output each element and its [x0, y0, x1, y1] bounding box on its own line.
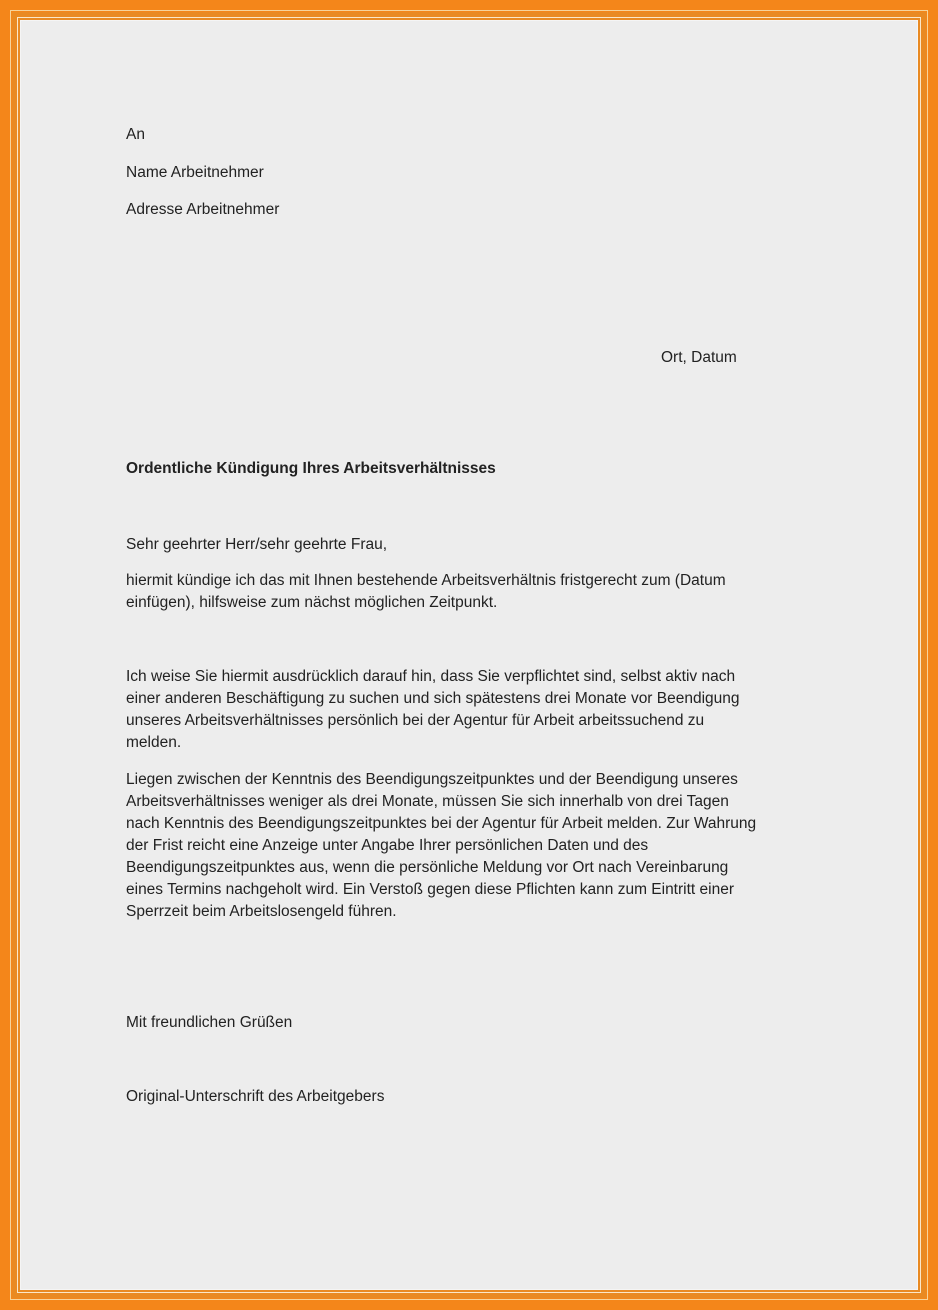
paragraph-line: Liegen zwischen der Kenntnis des Beendigungszeitpunktes und der Beendigung unseres — [126, 771, 738, 788]
recipient-address: Adresse Arbeitnehmer — [126, 201, 280, 218]
salutation: Sehr geehrter Herr/sehr geehrte Frau, — [126, 536, 388, 553]
paragraph-3 — [126, 769, 816, 923]
closing: Mit freundlichen Grüßen — [126, 1014, 293, 1031]
paragraph-line: eines Termins nachgeholt wird. Ein Verstoß gegen diese Pflichten kann zum Eintritt einer — [126, 881, 734, 898]
place-date: Ort, Datum — [661, 349, 737, 366]
signature-line: Original-Unterschrift des Arbeitgebers — [126, 1088, 385, 1105]
paragraph-line: einer anderen Beschäftigung zu suchen und sich spätestens drei Monate vor Beendigung — [126, 690, 740, 707]
recipient-to-label: An — [126, 126, 145, 143]
paragraph-line: Ich weise Sie hiermit ausdrücklich darauf hin, dass Sie verpflichtet sind, selbst aktiv nach — [126, 668, 736, 685]
paragraph-line: melden. — [126, 734, 182, 751]
recipient-name: Name Arbeitnehmer — [126, 164, 264, 181]
paragraph-line: Sperrzeit beim Arbeitslosengeld führen. — [126, 903, 397, 920]
paragraph-line: unseres Arbeitsverhältnisses persönlich bei der Agentur für Arbeit arbeitssuchend zu — [126, 712, 705, 729]
paragraph-line: hiermit kündige ich das mit Ihnen bestehende Arbeitsverhältnis fristgerecht zum (Datum — [126, 572, 726, 589]
paragraph-line: Arbeitsverhältnisses weniger als drei Monate, müssen Sie sich innerhalb von drei Tagen — [126, 793, 729, 810]
letter-subject: Ordentliche Kündigung Ihres Arbeitsverhältnisses — [126, 460, 496, 477]
paragraph-line: nach Kenntnis des Beendigungszeitpunktes bei der Agentur für Arbeit melden. Zur Wahrung — [126, 815, 757, 832]
paragraph-2 — [126, 666, 816, 754]
paragraph-line: der Frist reicht eine Anzeige unter Angabe Ihrer persönlichen Daten und des — [126, 837, 649, 854]
paragraph-line: einfügen), hilfsweise zum nächst möglichen Zeitpunkt. — [126, 594, 498, 611]
paragraph-1 — [126, 570, 816, 614]
paragraph-line: Beendigungszeitpunktes aus, wenn die persönliche Meldung vor Ort nach Vereinbarung — [126, 859, 729, 876]
